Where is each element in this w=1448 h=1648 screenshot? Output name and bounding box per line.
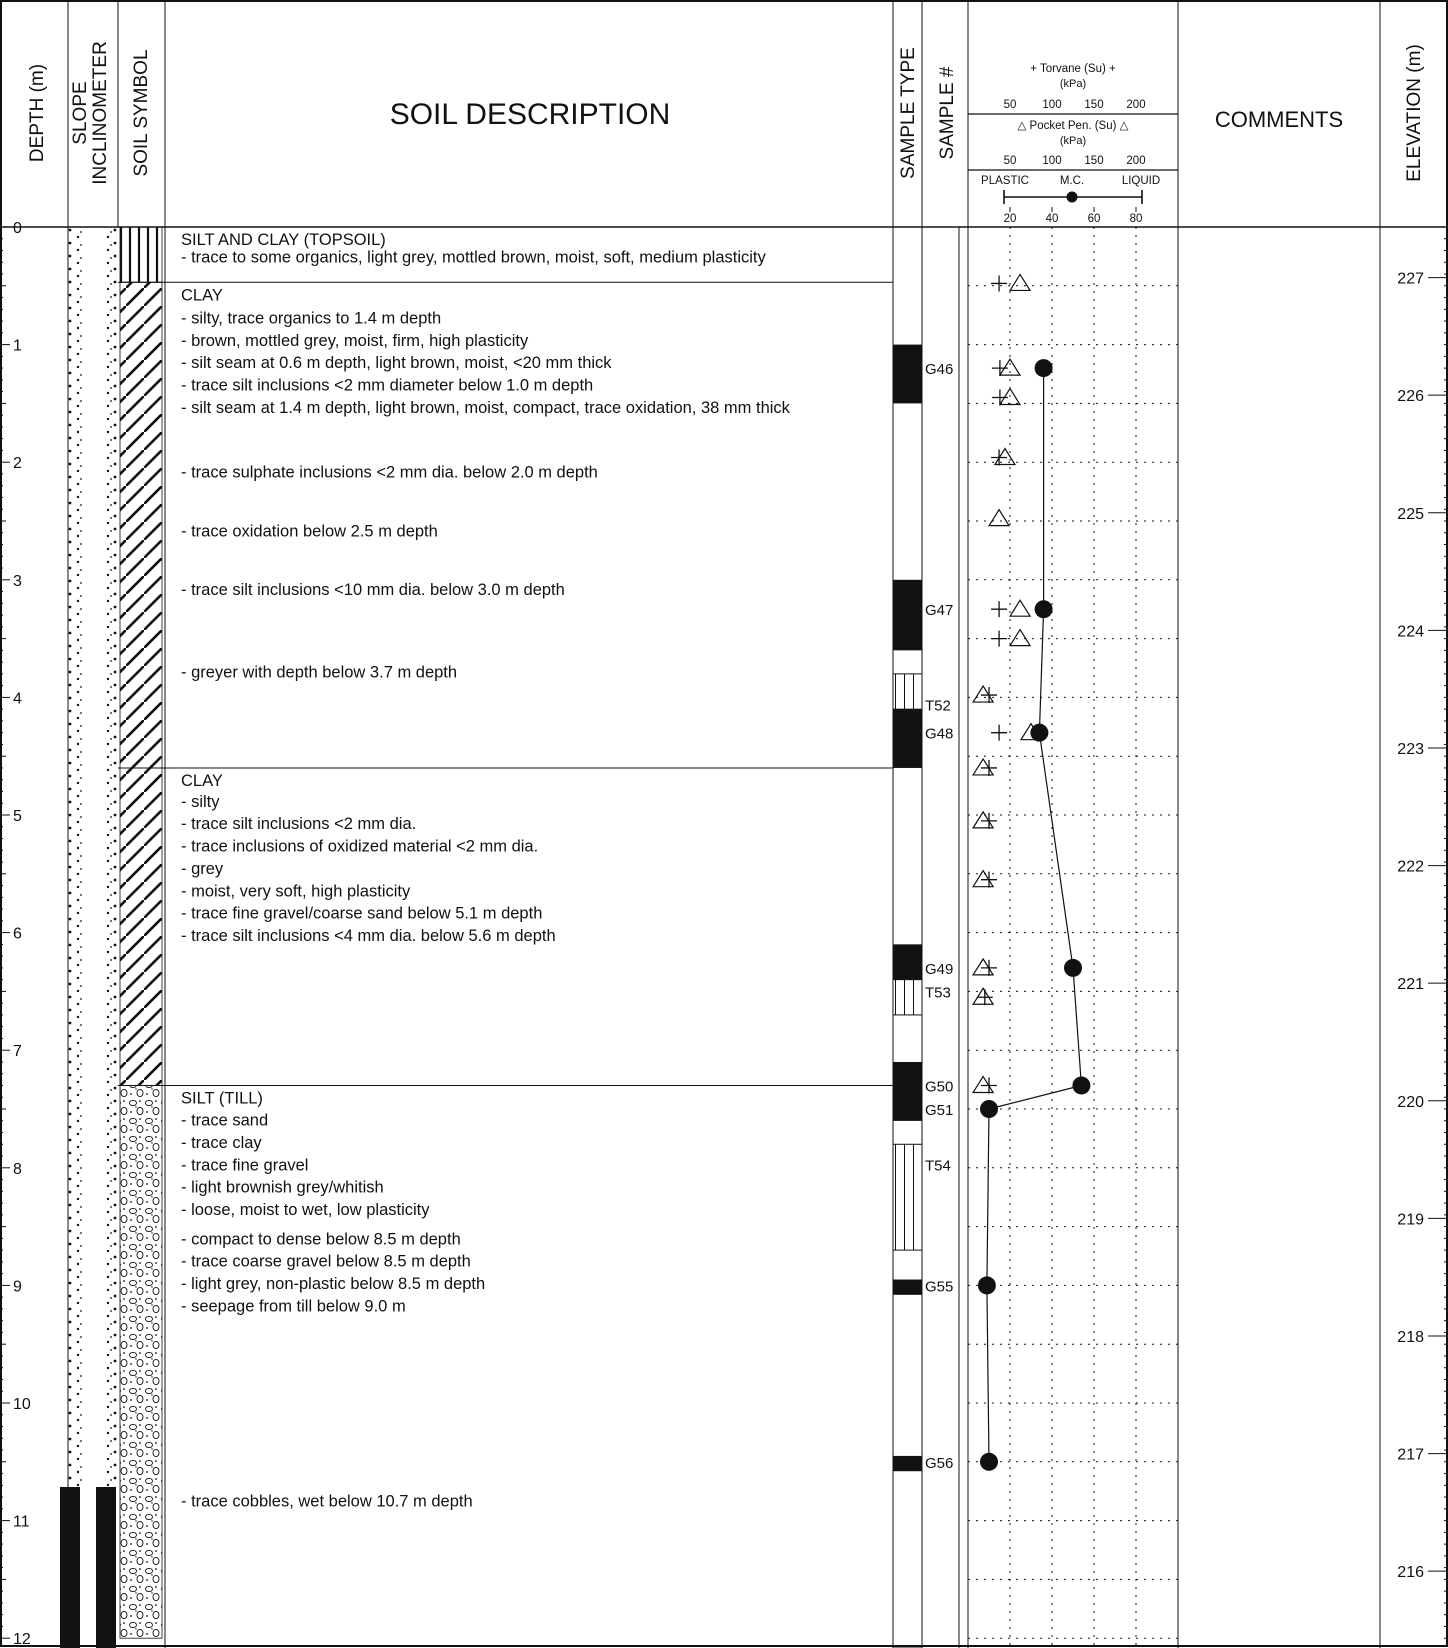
layer-description-line: - trace coarse gravel below 8.5 m depth <box>181 1252 471 1271</box>
layer-description-line: - greyer with depth below 3.7 m depth <box>181 663 458 682</box>
mc-point <box>1035 600 1053 618</box>
sample-id-label: G55 <box>925 1278 954 1296</box>
pocket-pen-point <box>989 510 1009 526</box>
layer-description-line: - loose, moist to wet, low plasticity <box>181 1200 430 1219</box>
pocket-pen-tick-label: 150 <box>1084 155 1104 167</box>
depth-tick-label: 3 <box>13 572 22 590</box>
soil-symbol-clay <box>120 768 162 1086</box>
pocket-pen-point <box>973 759 993 775</box>
elevation-tick-label: 216 <box>1397 1564 1424 1582</box>
comments-header: COMMENTS <box>1214 107 1344 132</box>
sample-grab-G56 <box>893 1456 922 1471</box>
sample-grab-G48 <box>893 709 922 768</box>
mc-point <box>1035 359 1053 377</box>
sample-type-track <box>893 227 922 1648</box>
pocket-pen-point <box>973 988 993 1004</box>
elevation-scale <box>1397 227 1448 1638</box>
soil-layers <box>118 227 893 1638</box>
layer-description-line: - trace to some organics, light grey, mottled brown, moist, soft, medium plasticity <box>181 248 766 267</box>
depth-tick-label: 6 <box>13 925 22 943</box>
sample-id-label: G49 <box>925 960 954 978</box>
sample-tube-T54 <box>893 1144 922 1250</box>
elevation-tick-label: 223 <box>1397 740 1424 758</box>
mc-point <box>978 1276 996 1294</box>
depth-tick-label: 4 <box>13 690 22 708</box>
torvane-point <box>991 601 1007 617</box>
pocket-pen-tick-label: 50 <box>1003 155 1017 167</box>
layer-title: CLAY <box>181 286 223 305</box>
torvane-tick-label: 50 <box>1003 99 1017 111</box>
layer-description-line: - trace silt inclusions <2 mm diameter below 1.0 m depth <box>181 376 594 395</box>
layer-description-line: - trace cobbles, wet below 10.7 m depth <box>181 1492 473 1511</box>
pocket-pen-point <box>1010 274 1030 290</box>
depth-scale <box>0 220 31 1648</box>
pocket-pen-tick-label: 100 <box>1042 155 1062 167</box>
mc-tick-label: 20 <box>1003 213 1017 225</box>
pocket-pen-tick-label: 200 <box>1126 155 1146 167</box>
layer-description-line: - moist, very soft, high plasticity <box>181 882 411 901</box>
torvane-tick-label: 200 <box>1126 99 1146 111</box>
depth-tick-label: 9 <box>13 1278 22 1296</box>
mc-tick-label: 40 <box>1045 213 1059 225</box>
sample-grab-G46 <box>893 345 922 404</box>
pocket-pen-scale <box>1004 155 1146 167</box>
layer-description-line: - trace fine gravel/coarse sand below 5.1 m depth <box>181 904 543 923</box>
pocket-pen-point <box>1010 630 1030 646</box>
sample-grab-G49 <box>893 944 922 979</box>
soil-description-header: SOIL DESCRIPTION <box>389 98 671 131</box>
torvane-point <box>992 360 1008 376</box>
slope-header-2: INCLINOMETER <box>90 41 111 185</box>
mc-profile-line <box>987 368 1082 1462</box>
layer-description-line: - trace oxidation below 2.5 m depth <box>181 522 438 541</box>
depth-tick-label: 12 <box>13 1631 31 1648</box>
mc-point <box>980 1453 998 1471</box>
layer-description-line: - light brownish grey/whitish <box>181 1178 384 1197</box>
sample-id-label: G48 <box>925 725 954 743</box>
elevation-tick-label: 217 <box>1397 1446 1424 1464</box>
pocket-pen-point <box>973 1076 993 1092</box>
torvane-unit: (kPa) <box>1059 78 1087 90</box>
layer-description-line: - trace inclusions of oxidized material <2 mm dia. <box>181 837 539 856</box>
depth-tick-label: 11 <box>13 1513 30 1531</box>
layer-description-line: - trace sulphate inclusions <2 mm dia. below 2.0 m depth <box>181 463 598 482</box>
pocket-pen-legend: △ Pocket Pen. (Su) △ <box>1017 120 1129 132</box>
sample-id-label: T54 <box>925 1157 951 1175</box>
elevation-tick-label: 224 <box>1397 623 1424 641</box>
mc-label: M.C. <box>1059 175 1085 187</box>
torvane-scale <box>1004 99 1146 111</box>
depth-tick-label: 10 <box>13 1396 31 1413</box>
sample-grab-G47 <box>893 580 922 651</box>
elevation-tick-label: 227 <box>1397 270 1424 288</box>
pocket-pen-point <box>973 686 993 702</box>
elevation-tick-label: 218 <box>1397 1328 1424 1346</box>
sample-id-label: G46 <box>925 361 954 379</box>
mc-point <box>1064 959 1082 977</box>
torvane-point <box>991 275 1007 291</box>
elevation-tick-label: 221 <box>1397 976 1424 994</box>
pocket-pen-unit: (kPa) <box>1059 135 1087 147</box>
pocket-pen-point <box>995 448 1015 464</box>
inclinometer-solid-lower-right <box>96 1487 116 1648</box>
inclinometer-solid-lower-left <box>60 1487 80 1648</box>
depth-header: DEPTH (m) <box>27 63 48 163</box>
elevation-tick-label: 220 <box>1397 1093 1424 1111</box>
sample-id-label: G50 <box>925 1078 954 1096</box>
depth-tick-label: 7 <box>13 1043 22 1061</box>
layer-title: SILT (TILL) <box>181 1089 263 1108</box>
pocket-pen-point <box>973 871 993 887</box>
column-headers <box>27 41 1425 185</box>
layer-description-line: - silty <box>181 792 220 811</box>
sample-number-header: SAMPLE # <box>937 66 958 160</box>
depth-tick-label: 2 <box>13 455 22 473</box>
sample-id-label: T52 <box>925 697 951 715</box>
mc-legend-symbol <box>1004 190 1142 204</box>
strength-mc-plot <box>973 274 1090 1470</box>
layer-description-line: - silt seam at 0.6 m depth, light brown, moist, <20 mm thick <box>181 354 612 373</box>
torvane-tick-label: 100 <box>1042 99 1062 111</box>
layer-description-line: - compact to dense below 8.5 m depth <box>181 1230 461 1249</box>
layer-title: SILT AND CLAY (TOPSOIL) <box>181 231 386 249</box>
layer-description-line: - light grey, non-plastic below 8.5 m depth <box>181 1275 486 1294</box>
sample-type-header: SAMPLE TYPE <box>898 47 919 179</box>
depth-tick-label: 5 <box>13 808 22 825</box>
soil-symbol-clay <box>120 282 162 768</box>
mc-tick-label: 60 <box>1087 213 1101 225</box>
soil-symbol-header: SOIL SYMBOL <box>131 49 152 177</box>
liquid-label: LIQUID <box>1121 175 1161 187</box>
slope-header-1: SLOPE <box>70 81 91 145</box>
mc-point <box>980 1100 998 1118</box>
inclinometer-column <box>60 227 118 1648</box>
sample-id-label: G47 <box>925 602 954 620</box>
sample-id-label: G56 <box>925 1454 954 1472</box>
mc-tick-label: 80 <box>1129 213 1143 225</box>
layer-title: CLAY <box>181 771 223 790</box>
layer-description-line: - trace clay <box>181 1133 262 1152</box>
elevation-header: ELEVATION (m) <box>1404 44 1425 182</box>
layer-description-line: - trace fine gravel <box>181 1156 309 1175</box>
depth-tick-label: 8 <box>13 1160 22 1178</box>
sample-tube-T52 <box>893 674 922 709</box>
torvane-tick-label: 150 <box>1084 99 1104 111</box>
layer-description-line: - brown, mottled grey, moist, firm, high plasticity <box>181 331 529 350</box>
layer-description-line: - trace silt inclusions <4 mm dia. below 5.6 m depth <box>181 926 556 945</box>
sample-id-label: G51 <box>925 1102 954 1119</box>
layer-description-line: - seepage from till below 9.0 m <box>181 1297 406 1316</box>
elevation-tick-label: 222 <box>1397 858 1424 876</box>
torvane-point <box>991 631 1007 647</box>
torvane-point <box>992 390 1008 406</box>
chart-legend-header <box>968 63 1178 225</box>
torvane-legend: + Torvane (Su) + <box>1030 63 1116 75</box>
layer-description-line: - trace sand <box>181 1111 269 1130</box>
sample-tube-T53 <box>893 980 922 1015</box>
mc-point <box>1072 1076 1090 1094</box>
pocket-pen-point <box>1010 600 1030 616</box>
plastic-label: PLASTIC <box>981 175 1029 187</box>
depth-tick-label: 1 <box>13 337 22 355</box>
elevation-tick-label: 225 <box>1397 505 1424 523</box>
soil-symbol-topsoil <box>120 227 162 282</box>
depth-tick-label: 0 <box>13 220 22 237</box>
elevation-tick-label: 226 <box>1397 388 1424 406</box>
sample-grab-G55 <box>893 1280 922 1295</box>
mc-scale <box>1004 207 1143 225</box>
layer-description-line: - trace silt inclusions <2 mm dia. <box>181 815 417 834</box>
pocket-pen-point <box>973 959 993 975</box>
layer-description-line: - silty, trace organics to 1.4 m depth <box>181 309 442 328</box>
sample-grab-G51 <box>893 1085 922 1120</box>
layer-description-line: - silt seam at 1.4 m depth, light brown, moist, compact, trace oxidation, 38 mm thick <box>181 398 790 417</box>
elevation-tick-label: 219 <box>1397 1211 1424 1229</box>
sample-column <box>893 227 953 1648</box>
torvane-point <box>991 725 1007 741</box>
layer-description-line: - grey <box>181 859 224 878</box>
layer-description-line: - trace silt inclusions <10 mm dia. below 3.0 m depth <box>181 581 565 600</box>
sample-id-label: T53 <box>925 984 951 1002</box>
soil-symbol-till <box>120 1085 162 1638</box>
pocket-pen-point <box>973 812 993 828</box>
